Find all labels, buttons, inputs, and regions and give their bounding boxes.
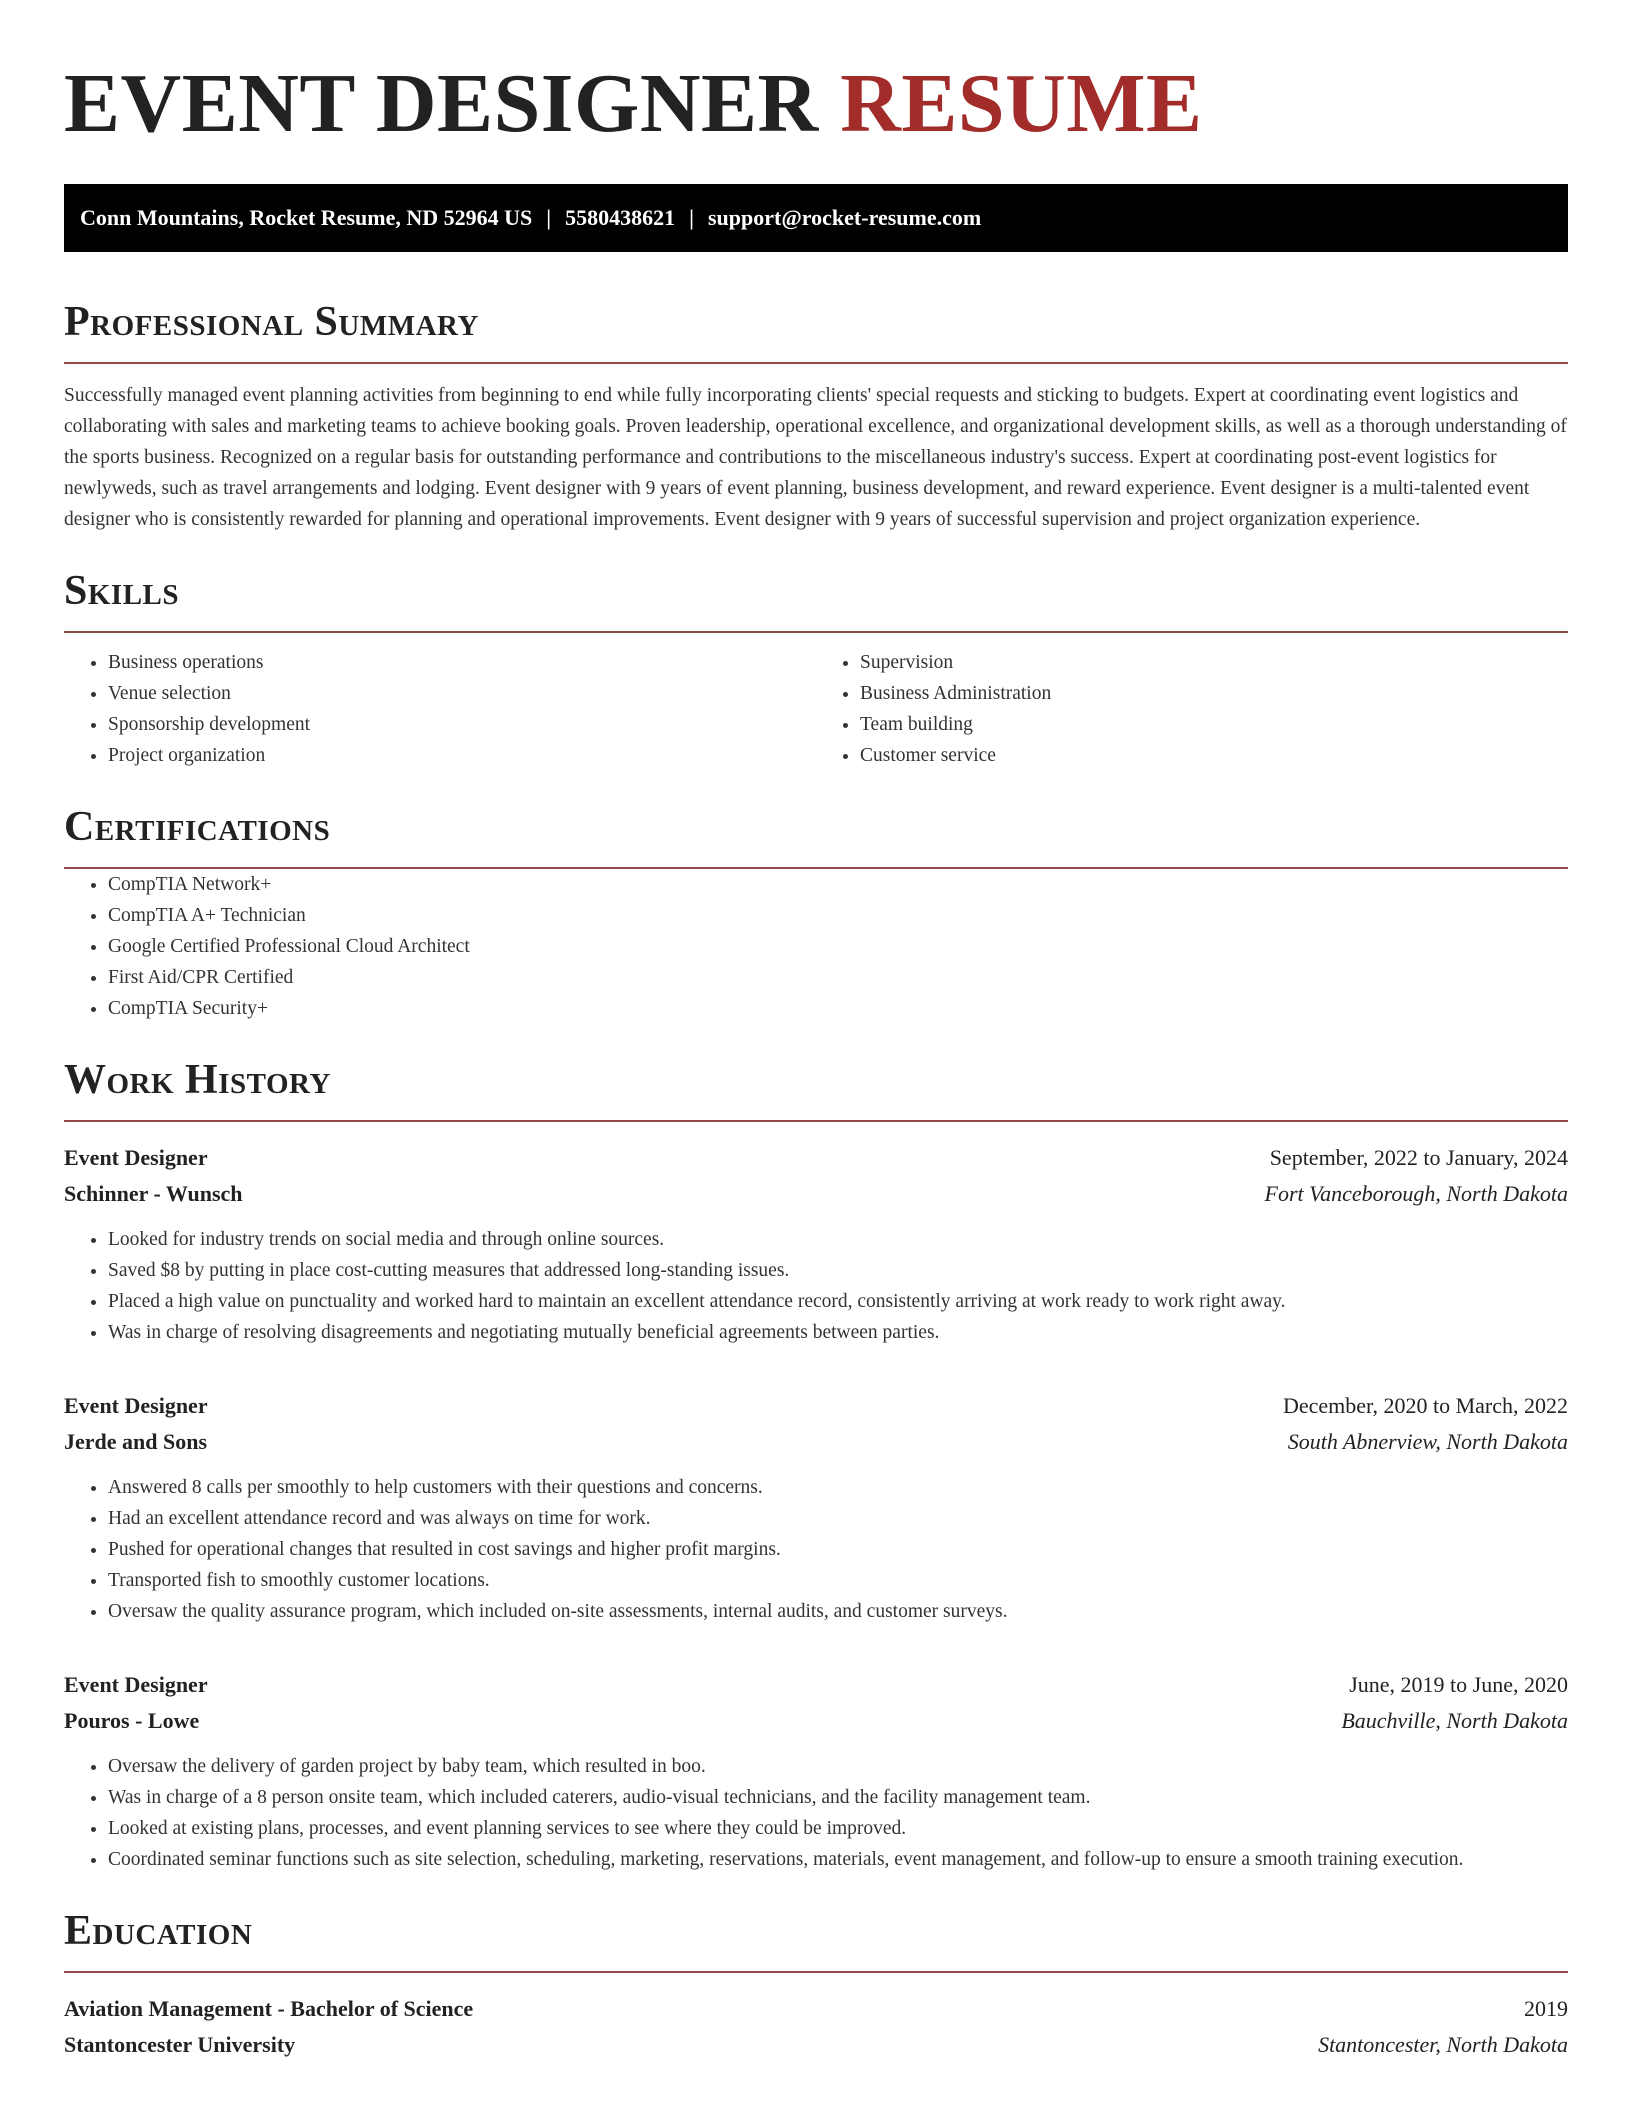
job-company-row — [64, 1703, 1568, 1739]
job-location: Bauchville, North Dakota — [1341, 1708, 1568, 1733]
job-bullet: • Had an excellent attendance record and was always on time for work. — [108, 1503, 1568, 1534]
section-divider — [64, 1971, 1568, 1973]
education-year: 2019 — [1524, 1996, 1568, 2021]
section-divider — [64, 362, 1568, 364]
contact-phone[interactable]: 5580438621 — [565, 205, 676, 230]
education-degree-row — [64, 1991, 1568, 2027]
skill-item: • Sponsorship development — [108, 709, 816, 740]
job-title-row — [64, 1667, 1568, 1703]
job-bullet: • Was in charge of a 8 person onsite team, which included caterers, audio-visual technicians, and the facility management team. — [108, 1782, 1568, 1813]
job-dates: September, 2022 to January, 2024 — [1269, 1145, 1568, 1170]
job-company-row — [64, 1176, 1568, 1212]
job-title-row — [64, 1140, 1568, 1176]
skills-right-list — [816, 647, 1568, 771]
education-degree: Aviation Management - Bachelor of Science — [64, 1996, 474, 2021]
job-location: South Abnerview, North Dakota — [1287, 1429, 1568, 1454]
title-accent: RESUME — [840, 57, 1203, 150]
summary-text: Successfully managed event planning activities from beginning to end while fully incorporating clients' special requests and sticking to budgets. Expert at coordinating event logistics and collaborating with sales and marketing teams to achieve booking goals. Proven leadership, operational excellence, and organizational development skills, as well as a thorough understanding of the sports business. Recognized on a regular basis for outstanding performance and contributions to the miscellaneous industry's success. Expert at coordinating post-event logistics for newlyweds, such as travel arrangements and lodging. Event designer with 9 years of event planning, business development, and reward experience. Event designer is a multi-talented event designer who is consistently rewarded for planning and operational improvements. Event designer with 9 years of successful supervision and project organization experience. — [64, 385, 1567, 530]
section-divider — [64, 1120, 1568, 1122]
certification-item: • CompTIA A+ Technician — [108, 900, 1568, 931]
certifications-section — [64, 801, 1568, 1024]
skills-heading: Skills — [64, 568, 180, 614]
summary-heading: Professional Summary — [64, 299, 479, 345]
education-location: Stantoncester, North Dakota — [1318, 2032, 1568, 2057]
job-title: Event Designer — [64, 1145, 208, 1170]
skill-item: • Venue selection — [108, 678, 816, 709]
job-bullet: • Was in charge of resolving disagreements and negotiating mutually beneficial agreements between parties. — [108, 1317, 1568, 1348]
skills-left-list — [64, 647, 816, 771]
job-location: Fort Vanceborough, North Dakota — [1264, 1181, 1568, 1206]
contact-bar — [64, 184, 1568, 252]
job-bullet: • Looked for industry trends on social media and through online sources. — [108, 1224, 1568, 1255]
job-entry — [64, 1388, 1568, 1627]
contact-separator: | — [689, 205, 694, 230]
skill-item: • Team building — [860, 709, 1568, 740]
job-bullet: • Transported fish to smoothly customer locations. — [108, 1565, 1568, 1596]
job-bullet: • Oversaw the quality assurance program, which included on-site assessments, internal audits, and customer surveys. — [108, 1596, 1568, 1627]
certification-item: • First Aid/CPR Certified — [108, 962, 1568, 993]
job-bullet: • Looked at existing plans, processes, and event planning services to see where they could be improved. — [108, 1813, 1568, 1844]
job-dates: June, 2019 to June, 2020 — [1349, 1672, 1568, 1697]
job-bullets — [64, 1224, 1568, 1348]
summary-section — [64, 296, 1568, 535]
education-heading: Education — [64, 1908, 253, 1954]
skills-right-column — [816, 647, 1568, 771]
contact-separator: | — [546, 205, 552, 230]
title-main: EVENT DESIGNER — [64, 57, 819, 150]
job-bullet: • Oversaw the delivery of garden project by baby team, which resulted in boo. — [108, 1751, 1568, 1782]
certifications-heading: Certifications — [64, 804, 331, 850]
job-bullet: • Saved $8 by putting in place cost-cutting measures that addressed long-standing issues. — [108, 1255, 1568, 1286]
resume-title — [64, 56, 1568, 152]
skill-item: • Business Administration — [860, 678, 1568, 709]
certification-item: • CompTIA Security+ — [108, 993, 1568, 1024]
job-title: Event Designer — [64, 1672, 208, 1697]
job-dates: December, 2020 to March, 2022 — [1282, 1393, 1568, 1418]
education-school: Stantoncester University — [64, 2032, 296, 2057]
job-bullet: • Answered 8 calls per smoothly to help customers with their questions and concerns. — [108, 1472, 1568, 1503]
job-bullet: • Coordinated seminar functions such as site selection, scheduling, marketing, reservations, materials, event management, and follow-up to ensure a smooth training execution. — [108, 1844, 1568, 1875]
skills-section — [64, 565, 1568, 771]
job-bullets — [64, 1751, 1568, 1875]
contact-address: Conn Mountains, Rocket Resume, ND 52964 US — [80, 205, 533, 230]
education-section — [64, 1905, 1568, 2063]
job-company: Pouros - Lowe — [64, 1708, 200, 1733]
skills-columns — [64, 647, 1568, 771]
skill-item: • Project organization — [108, 740, 816, 771]
certification-item: • Google Certified Professional Cloud Architect — [108, 931, 1568, 962]
job-bullet: • Placed a high value on punctuality and worked hard to maintain an excellent attendance record, consistently arriving at work ready to work right away. — [108, 1286, 1568, 1317]
job-title: Event Designer — [64, 1393, 208, 1418]
job-title-row — [64, 1388, 1568, 1424]
job-company-row — [64, 1424, 1568, 1460]
skill-item: • Customer service — [860, 740, 1568, 771]
job-bullet: • Pushed for operational changes that resulted in cost savings and higher profit margins. — [108, 1534, 1568, 1565]
work-history-heading: Work History — [64, 1057, 331, 1103]
certifications-list — [64, 869, 1568, 1024]
work-history-section — [64, 1054, 1568, 1875]
job-entry — [64, 1667, 1568, 1875]
job-company: Schinner - Wunsch — [64, 1181, 243, 1206]
job-entry — [64, 1140, 1568, 1348]
job-bullets — [64, 1472, 1568, 1627]
contact-email[interactable]: support@rocket-resume.com — [707, 205, 982, 230]
certification-item: • CompTIA Network+ — [108, 869, 1568, 900]
education-entry — [64, 1991, 1568, 2063]
education-school-row — [64, 2027, 1568, 2063]
skill-item: • Business operations — [108, 647, 816, 678]
job-company: Jerde and Sons — [64, 1429, 208, 1454]
skills-left-column — [64, 647, 816, 771]
section-divider — [64, 631, 1568, 633]
skill-item: • Supervision — [860, 647, 1568, 678]
